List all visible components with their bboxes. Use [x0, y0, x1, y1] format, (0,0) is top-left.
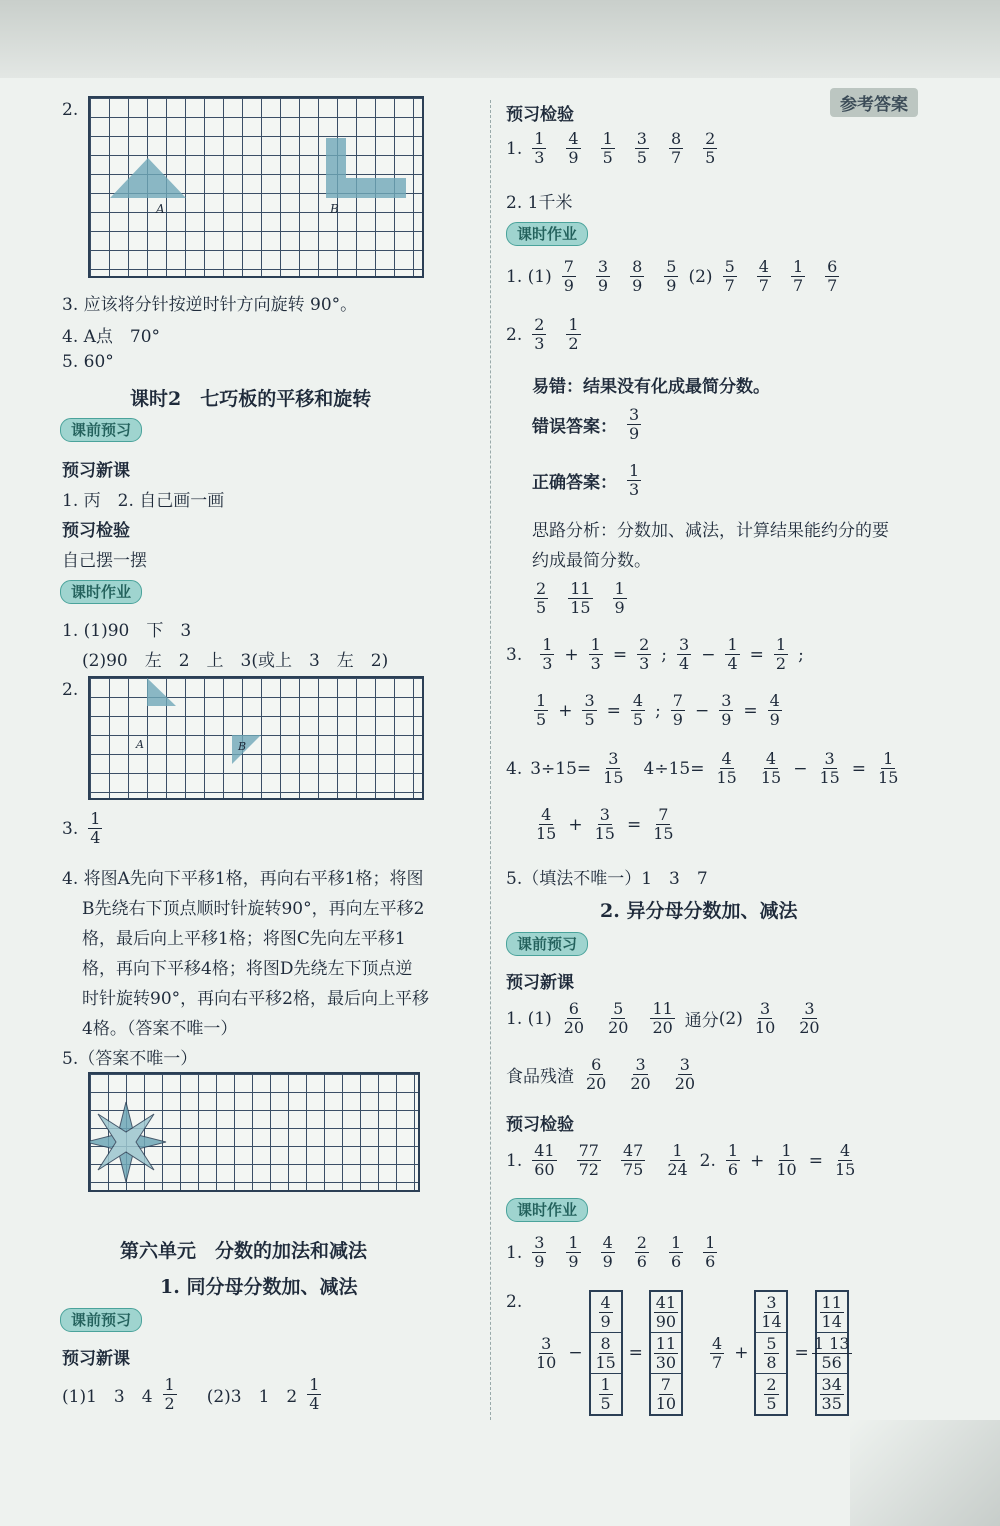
preview-check-answer: 自己摆一摆 — [62, 551, 147, 571]
r3-line2 — [524, 692, 792, 729]
preview-new-heading-2: 预习新课 — [62, 1349, 130, 1369]
preview-new-answer-2 — [62, 1376, 331, 1413]
box2-cellfrac-0-1: $\frac{5}{8}$ — [766, 1333, 777, 1372]
grid2-label-a: A — [136, 738, 144, 751]
box-diagram-2 — [700, 1290, 855, 1416]
hw2-frac-0: $\frac{2}{3}$ — [534, 315, 545, 353]
r4c-frac-0: $\frac{4}{15}$ — [760, 749, 782, 787]
hw4-line4: 格，再向下平移4格；将图D先绕左下顶点逆 — [82, 959, 413, 979]
hw4-line5: 时针旋转90°，再向右平移2格，最后向上平移 — [82, 989, 429, 1009]
r3b-op-9: = — [743, 700, 758, 721]
box1-mid-box — [589, 1290, 623, 1416]
hw5-answer: 5.（答案不唯一） — [62, 1049, 198, 1069]
r4d-op-1: + — [568, 814, 583, 835]
hw1-line1: 1. (1)90 下 3 — [62, 621, 192, 641]
box2-left-frac: $\frac{4}{7}$ — [712, 1333, 723, 1372]
grid2-label-b: B — [238, 740, 247, 753]
r-tag-homework-2: 课时作业 — [506, 1198, 588, 1222]
pc-row — [506, 1142, 867, 1179]
box1-cell-0-2 — [591, 1374, 621, 1414]
box2-cellfrac-0-0: $\frac{3}{14}$ — [761, 1292, 782, 1331]
r3a-op-3: = — [612, 644, 628, 665]
top-banner — [0, 0, 1000, 78]
box2-cellfrac-1-0: $\frac{11}{14}$ — [821, 1292, 842, 1331]
food-frac-0: $\frac{6}{20}$ — [586, 1055, 607, 1093]
wrong-answer-label: 错误答案： — [532, 417, 617, 437]
r1-frac-4: $\frac{8}{7}$ — [670, 129, 682, 167]
box2-op: + — [734, 1343, 749, 1363]
r-hw2-label: 2. — [506, 324, 523, 345]
box1-cell-1-2 — [651, 1374, 681, 1414]
r4-line1 — [506, 750, 910, 787]
hwf-frac-0: $\frac{3}{9}$ — [534, 1233, 545, 1271]
r4c-op-1: − — [793, 758, 808, 779]
box1-cell-0-1 — [591, 1333, 621, 1374]
grid1-label-a: A — [156, 202, 165, 216]
r-hw2-row — [506, 316, 591, 353]
wrong-answer-row — [532, 406, 651, 443]
hw-final-label: 1. — [506, 1242, 523, 1263]
hw1b-frac-2: $\frac{1}{7}$ — [792, 257, 804, 295]
r-tag-homework: 课时作业 — [506, 222, 588, 246]
r-hw1-label: 1. (1) — [506, 266, 552, 287]
r-fracs-a-row — [524, 580, 637, 617]
r4c-frac-2: $\frac{3}{15}$ — [819, 749, 840, 787]
q2-number: 2. — [62, 100, 79, 120]
r4-frac-b: $\frac{4}{15}$ — [716, 749, 737, 787]
hw1a-frac-1: $\frac{3}{9}$ — [597, 257, 609, 295]
fracsa-frac-1: $\frac{11}{15}$ — [570, 579, 591, 617]
right-answer-row — [532, 462, 651, 499]
r4-line2 — [524, 806, 686, 843]
box1-op: − — [568, 1343, 583, 1363]
header-tag: 参考答案 — [830, 88, 918, 117]
box-diagram-1 — [524, 1290, 689, 1416]
box2-cellfrac-0-2: $\frac{2}{5}$ — [766, 1374, 777, 1413]
preview-new-answer: 1. 丙 2. 自己画一画 — [62, 491, 225, 511]
r1-frac-0: $\frac{1}{3}$ — [534, 129, 545, 167]
hw4-line2: B先绕右下顶点顺时针旋转90°，再向左平移2 — [82, 899, 425, 919]
r3-line1 — [506, 636, 804, 673]
pnb-frac-0: $\frac{3}{10}$ — [754, 999, 776, 1037]
r3a-frac-8: $\frac{1}{4}$ — [727, 635, 738, 673]
hw1b-frac-3: $\frac{6}{7}$ — [827, 257, 838, 295]
column-divider — [490, 100, 491, 1420]
hw1-label2: (2) — [688, 266, 713, 287]
r3b-op-3: = — [606, 700, 621, 721]
right-answer-frac: $\frac{1}{3}$ — [629, 461, 640, 499]
hw1a-frac-0: $\frac{7}{9}$ — [563, 257, 574, 295]
pn-label: 1. (1) — [506, 1008, 552, 1029]
food-label: 食品残渣 — [506, 1067, 574, 1087]
q4-answer: 4. A点 70° — [62, 327, 161, 347]
box2-right-box — [815, 1290, 849, 1416]
hwf-frac-1: $\frac{1}{9}$ — [568, 1233, 579, 1271]
box2-cellfrac-1-1: $\frac{1 13}{56}$ — [813, 1333, 850, 1372]
box1-cellfrac-1-2: $\frac{7}{10}$ — [655, 1374, 677, 1413]
preview-new-heading: 预习新课 — [62, 461, 130, 481]
hw4-line1: 4. 将图A先向下平移1格，再向右平移1格；将图 — [62, 869, 424, 889]
q3-answer: 3. 应该将分针按逆时针方向旋转 90°。 — [62, 295, 358, 315]
box1-cellfrac-0-0: $\frac{4}{9}$ — [600, 1292, 611, 1331]
last-line-frac2: $\frac{1}{4}$ — [309, 1375, 320, 1413]
hw1-line2: (2)90 左 2 上 3(或上 3 左 2) — [82, 651, 389, 671]
watermark — [850, 1420, 1000, 1526]
box1-right-box — [649, 1290, 683, 1416]
r1-frac-3: $\frac{3}{5}$ — [636, 129, 647, 167]
r3a-frac-0: $\frac{1}{3}$ — [542, 635, 553, 673]
pn-word: 通分 — [684, 1011, 719, 1031]
box1-cellfrac-1-1: $\frac{11}{30}$ — [655, 1333, 677, 1372]
r-tag-preview: 课前预习 — [506, 932, 588, 956]
r3b-frac-10: $\frac{4}{9}$ — [769, 691, 780, 729]
pna-frac-0: $\frac{6}{20}$ — [563, 999, 585, 1037]
pc-frac-1: $\frac{77}{72}$ — [578, 1141, 599, 1179]
section1-title: 1. 同分母分数加、减法 — [160, 1276, 358, 1298]
r3a-frac-2: $\frac{1}{3}$ — [590, 635, 601, 673]
star-figure — [90, 1074, 422, 1194]
q5-answer: 5. 60° — [62, 352, 114, 372]
r1-label: 1. — [506, 138, 523, 159]
last-line-part1: (1)1 3 4 — [62, 1387, 153, 1407]
analysis-line1: 思路分析：分数加、减法，计算结果能约分的要 — [532, 521, 889, 541]
hw4-line3: 格，最后向上平移1格；将图C先向左平移1 — [82, 929, 406, 949]
error-note: 易错：结果没有化成最简分数。 — [532, 377, 770, 397]
hw3-number: 3. — [62, 818, 79, 839]
unit6-title: 第六单元 分数的加法和减法 — [120, 1240, 368, 1262]
pc2-frac-2: $\frac{1}{10}$ — [776, 1141, 797, 1179]
pna-frac-2: $\frac{11}{20}$ — [652, 999, 673, 1037]
box1-cellfrac-0-2: $\frac{1}{5}$ — [600, 1374, 611, 1413]
grid-figure-2 — [88, 676, 424, 800]
r-preview-new: 预习新课 — [506, 973, 574, 993]
hw3-fraction: $\frac{1}{4}$ — [90, 809, 101, 847]
tag-preview-2: 课前预习 — [60, 1308, 142, 1332]
r1-frac-2: $\frac{1}{5}$ — [602, 129, 613, 167]
analysis-line2: 约成最简分数。 — [532, 551, 651, 571]
pn-label2: (2) — [718, 1008, 743, 1029]
pn-row — [506, 1000, 832, 1037]
r4d-frac-4: $\frac{7}{15}$ — [653, 805, 674, 843]
r3b-frac-8: $\frac{3}{9}$ — [721, 691, 732, 729]
hw1b-frac-1: $\frac{4}{7}$ — [758, 257, 769, 295]
hw1b-frac-0: $\frac{5}{7}$ — [724, 257, 735, 295]
pc-label: 1. — [506, 1150, 523, 1171]
box-label: 2. — [506, 1292, 523, 1312]
r3-label: 3. — [506, 644, 523, 665]
tag-homework: 课时作业 — [60, 580, 142, 604]
box1-cellfrac-1-0: $\frac{41}{90}$ — [655, 1292, 677, 1331]
wrong-answer-frac: $\frac{3}{9}$ — [629, 405, 640, 443]
r4d-frac-2: $\frac{3}{15}$ — [594, 805, 615, 843]
hw1a-frac-3: $\frac{5}{9}$ — [666, 257, 677, 295]
hwf-frac-4: $\frac{1}{6}$ — [670, 1233, 682, 1271]
r3b-frac-2: $\frac{3}{5}$ — [584, 691, 595, 729]
r3b-frac-4: $\frac{4}{5}$ — [632, 691, 644, 729]
hw2-frac-1: $\frac{1}{2}$ — [568, 315, 579, 353]
fracsa-frac-0: $\frac{2}{5}$ — [536, 579, 547, 617]
hwf-frac-5: $\frac{1}{6}$ — [705, 1233, 716, 1271]
r2-answer: 2. 1千米 — [506, 193, 573, 213]
rotation-figures — [90, 98, 426, 280]
tag-preview: 课前预习 — [60, 418, 142, 442]
food-frac-2: $\frac{3}{20}$ — [674, 1055, 696, 1093]
pc2-frac-0: $\frac{1}{6}$ — [727, 1141, 739, 1179]
grid-figure-1 — [88, 96, 424, 278]
last-line-part2: (2)3 1 2 — [206, 1387, 298, 1407]
box2-eq: = — [794, 1343, 809, 1363]
box2-cell-0-2 — [756, 1374, 786, 1414]
box2-cell-1-0 — [817, 1292, 847, 1333]
r-preview-check-2: 预习检验 — [506, 1115, 574, 1135]
box1-left-frac: $\frac{3}{10}$ — [536, 1333, 557, 1372]
r-preview-check: 预习检验 — [506, 105, 574, 125]
r4-label: 4. — [506, 758, 523, 779]
box2-cellfrac-1-2: $\frac{34}{35}$ — [821, 1374, 842, 1413]
r4-expr-b: 4÷15= — [643, 758, 705, 779]
r4c-frac-4: $\frac{1}{15}$ — [878, 749, 899, 787]
r3b-frac-0: $\frac{1}{5}$ — [536, 691, 547, 729]
r3a-op-11: ; — [798, 644, 804, 665]
food-row — [506, 1056, 707, 1093]
pc2-op-3: = — [808, 1150, 823, 1171]
pnb-frac-1: $\frac{3}{20}$ — [799, 999, 820, 1037]
r5-answer: 5.（填法不唯一）1 3 7 — [506, 869, 708, 889]
r3b-frac-6: $\frac{7}{9}$ — [672, 691, 683, 729]
r4-expr-a: 3÷15= — [530, 758, 592, 779]
box2-cell-0-0 — [756, 1292, 786, 1333]
box2-cell-1-2 — [817, 1374, 847, 1414]
hw2-number: 2. — [62, 680, 79, 700]
grid-figure-3 — [88, 1072, 420, 1192]
box1-cell-1-0 — [651, 1292, 681, 1333]
r1-row — [506, 130, 727, 167]
hw3-answer — [62, 810, 112, 847]
box2-mid-box — [754, 1290, 788, 1416]
r4c-op-3: = — [851, 758, 867, 779]
box2-cell-0-1 — [756, 1333, 786, 1374]
r4d-frac-0: $\frac{4}{15}$ — [536, 805, 557, 843]
r4d-op-3: = — [626, 814, 642, 835]
preview-check-heading: 预习检验 — [62, 521, 130, 541]
r3b-op-1: + — [558, 700, 573, 721]
pc2-frac-4: $\frac{4}{15}$ — [834, 1141, 856, 1179]
pc2-op-1: + — [750, 1150, 765, 1171]
pc-frac-2: $\frac{47}{75}$ — [622, 1141, 644, 1179]
r4-frac-a: $\frac{3}{15}$ — [603, 749, 624, 787]
hw1a-frac-2: $\frac{8}{9}$ — [632, 257, 643, 295]
r3a-frac-10: $\frac{1}{2}$ — [775, 635, 787, 673]
box1-cell-1-1 — [651, 1333, 681, 1374]
box1-eq: = — [628, 1343, 643, 1363]
hw-final-row — [506, 1234, 727, 1271]
pc-frac-0: $\frac{41}{60}$ — [534, 1141, 555, 1179]
r1-frac-5: $\frac{2}{5}$ — [705, 129, 716, 167]
r3b-op-7: − — [694, 700, 710, 721]
pc-frac-3: $\frac{1}{24}$ — [667, 1141, 688, 1179]
r3a-frac-6: $\frac{3}{4}$ — [679, 635, 690, 673]
r3b-op-5: ; — [655, 700, 661, 721]
r3a-frac-4: $\frac{2}{3}$ — [639, 635, 650, 673]
hwf-frac-2: $\frac{4}{9}$ — [602, 1233, 613, 1271]
box2-cell-1-1 — [813, 1333, 850, 1374]
pc2-label: 2. — [699, 1150, 716, 1171]
last-line-frac1: $\frac{1}{2}$ — [164, 1375, 175, 1413]
fracsa-frac-2: $\frac{1}{9}$ — [614, 579, 625, 617]
food-frac-1: $\frac{3}{20}$ — [630, 1055, 651, 1093]
lesson2-title: 课时2 七巧板的平移和旋转 — [130, 388, 372, 410]
r-hw1-row — [506, 258, 849, 295]
box1-cell-0-0 — [591, 1292, 621, 1333]
r3a-op-7: − — [701, 644, 716, 665]
grid1-label-b: B — [330, 202, 339, 216]
r3a-op-1: + — [564, 644, 579, 665]
r3a-op-5: ; — [661, 644, 668, 665]
r1-frac-1: $\frac{4}{9}$ — [568, 129, 579, 167]
r3a-op-9: = — [749, 644, 764, 665]
right-answer-label: 正确答案： — [532, 473, 617, 493]
hw4-line6: 4格。（答案不唯一） — [82, 1019, 238, 1039]
box1-cellfrac-0-1: $\frac{8}{15}$ — [595, 1333, 616, 1372]
section2-title: 2. 异分母分数加、减法 — [600, 900, 798, 922]
hwf-frac-3: $\frac{2}{6}$ — [636, 1233, 647, 1271]
pna-frac-1: $\frac{5}{20}$ — [608, 999, 629, 1037]
